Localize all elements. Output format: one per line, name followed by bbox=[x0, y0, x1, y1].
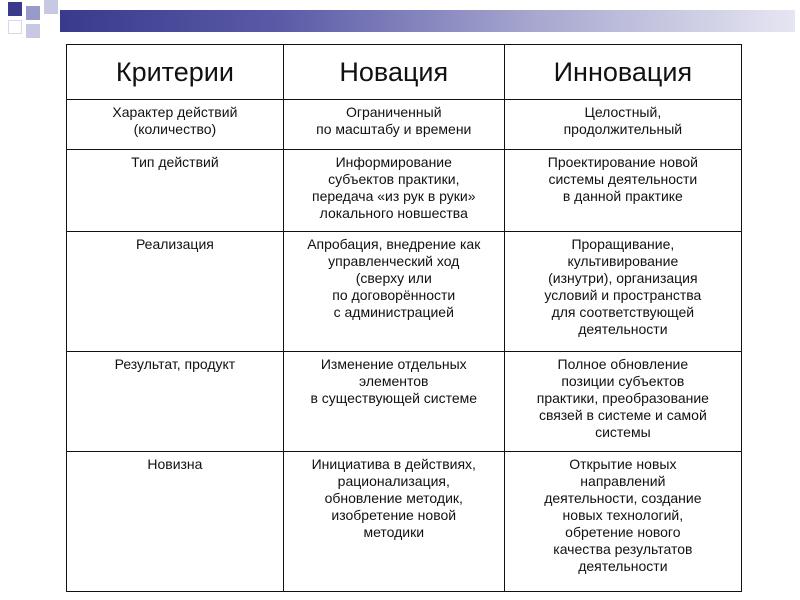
novation-cell: Апробация, внедрение как управленческий ход (сверху или по договорённости с администрацией bbox=[283, 232, 504, 352]
criterion-cell: Реализация bbox=[67, 232, 284, 352]
novation-cell: Ограниченный по масштабу и времени bbox=[283, 100, 504, 150]
innovation-cell: Полное обновление позиции субъектов практики, преобразование связей в системе и самой системы bbox=[504, 352, 741, 452]
header-innovation: Инновация bbox=[504, 45, 741, 100]
criterion-cell: Новизна bbox=[67, 452, 284, 592]
novation-cell: Инициатива в действиях, рационализация, обновление методик, изобретение новой методики bbox=[283, 452, 504, 592]
decorative-square bbox=[8, 20, 22, 34]
novation-cell: Информирование субъектов практики, передача «из рук в руки» локального новшества bbox=[283, 150, 504, 232]
table-row bbox=[67, 100, 742, 150]
table-row bbox=[67, 352, 742, 452]
header-criteria: Критерии bbox=[67, 45, 284, 100]
table-header-row bbox=[67, 45, 742, 100]
criterion-cell: Результат, продукт bbox=[67, 352, 284, 452]
header-novation: Новация bbox=[283, 45, 504, 100]
decorative-header-bar bbox=[60, 10, 795, 32]
table-row bbox=[67, 452, 742, 592]
decorative-square bbox=[44, 0, 58, 14]
table-row bbox=[67, 150, 742, 232]
novation-cell: Изменение отдельных элементов в существующей системе bbox=[283, 352, 504, 452]
table-row bbox=[67, 232, 742, 352]
innovation-cell: Открытие новых направлений деятельности, создание новых технологий, обретение нового качества результатов деятельности bbox=[504, 452, 741, 592]
innovation-cell: Целостный, продолжительный bbox=[504, 100, 741, 150]
innovation-cell: Проращивание, культивирование (изнутри), организация условий и пространства для соответствующей деятельности bbox=[504, 232, 741, 352]
decorative-square bbox=[26, 6, 40, 20]
decorative-square bbox=[8, 2, 22, 16]
criterion-cell: Тип действий bbox=[67, 150, 284, 232]
criterion-cell: Характер действий (количество) bbox=[67, 100, 284, 150]
innovation-cell: Проектирование новой системы деятельности в данной практике bbox=[504, 150, 741, 232]
decorative-square bbox=[26, 24, 40, 38]
comparison-table bbox=[66, 44, 742, 592]
